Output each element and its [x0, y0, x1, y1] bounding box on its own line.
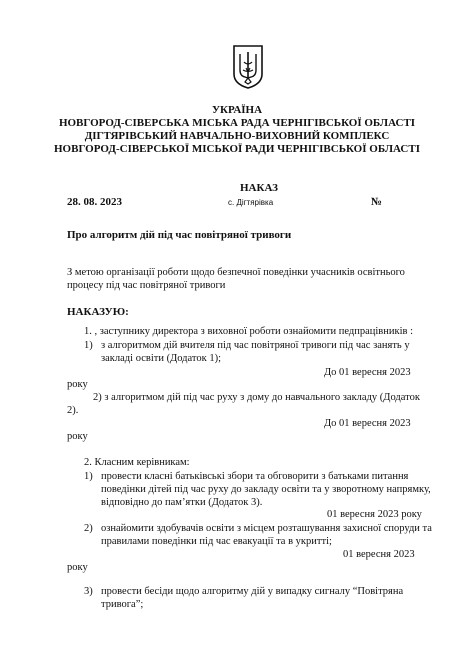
section-2-year-2: року — [67, 562, 88, 573]
section-2-item-3-text-cont: тривога”; — [101, 599, 144, 610]
section-1-item-1-number: 1) — [84, 340, 93, 351]
order-subject: Про алгоритм дій під час повітряної тривоги — [67, 229, 292, 241]
section-1-heading: 1. , заступнику директора з виховної роботи ознайомити педпрацівників : — [84, 326, 413, 337]
intro-line-1: З метою організації роботи щодо безпечної поведінки учасників освітнього — [67, 267, 405, 278]
section-1-deadline-1: До 01 вересня 2023 — [324, 367, 411, 378]
section-1-item-1-text: з алгоритмом дій вчителя під час повітряної тривоги під час занять у — [101, 340, 410, 351]
order-number-label: № — [371, 196, 383, 208]
section-2-item-2-number: 2) — [84, 523, 93, 534]
section-1-item-2-text-cont: 2). — [67, 405, 79, 416]
section-2-item-3-text: провести бесіди щодо алгоритму дій у випадку сигналу “Повітряна — [101, 586, 404, 597]
council-name: НОВГОРОД-СІВЕРСЬКА МІСЬКА РАДА ЧЕРНІГІВСЬКОЇ ОБЛАСТІ — [58, 117, 416, 129]
section-2-deadline-1: 01 вересня 2023 року — [327, 509, 422, 520]
section-2-item-1-text: провести класні батьківські збори та обговорити з батьками питання — [101, 471, 409, 482]
section-2-item-2-text-cont: правилами поведінки під час евакуації та в укритті; — [101, 536, 332, 547]
section-1-year-1: року — [67, 379, 88, 390]
school-name: ДІГТЯРІВСЬКИЙ НАВЧАЛЬНО-ВИХОВНИЙ КОМПЛЕКС — [84, 130, 390, 142]
section-2-heading: 2. Класним керівникам: — [84, 457, 190, 468]
section-2-item-3-number: 3) — [84, 586, 93, 597]
section-1-item-1-text-cont: закладі освіти (Додаток 1); — [101, 353, 222, 364]
section-1-year-2: року — [67, 431, 88, 442]
order-word: НАКАЗУЮ: — [67, 306, 129, 318]
section-2-item-1-text-cont2: відповідно до пам’ятки (Додаток 3). — [101, 497, 263, 508]
section-1-item-2-text: 2) з алгоритмом дій під час руху з дому до навчального закладу (Додаток — [93, 392, 420, 403]
council-name-genitive: НОВГОРОД-СІВЕРСЬКОЇ МІСЬКОЇ РАДИ ЧЕРНІГІВСЬКОЇ ОБЛАСТІ — [54, 143, 420, 155]
intro-line-2: процесу під час повітряної тривоги — [67, 280, 226, 291]
section-2-item-1-text-cont: поведінки дітей під час руху до закладу освіти та у зворотному напрямку, — [101, 484, 431, 495]
section-2-deadline-2: 01 вересня 2023 — [343, 549, 415, 560]
section-2-item-1-number: 1) — [84, 471, 93, 482]
order-title: НАКАЗ — [240, 182, 278, 194]
order-date: 28. 08. 2023 — [67, 196, 122, 208]
section-2-item-2-text: ознайомити здобувачів освіти з місцем розташування захисної споруди та — [101, 523, 432, 534]
country-title: УКРАЇНА — [211, 104, 263, 116]
order-place: с. Дігтярівка — [228, 198, 274, 207]
coat-of-arms-icon — [232, 44, 264, 90]
section-1-deadline-2: До 01 вересня 2023 — [324, 418, 411, 429]
